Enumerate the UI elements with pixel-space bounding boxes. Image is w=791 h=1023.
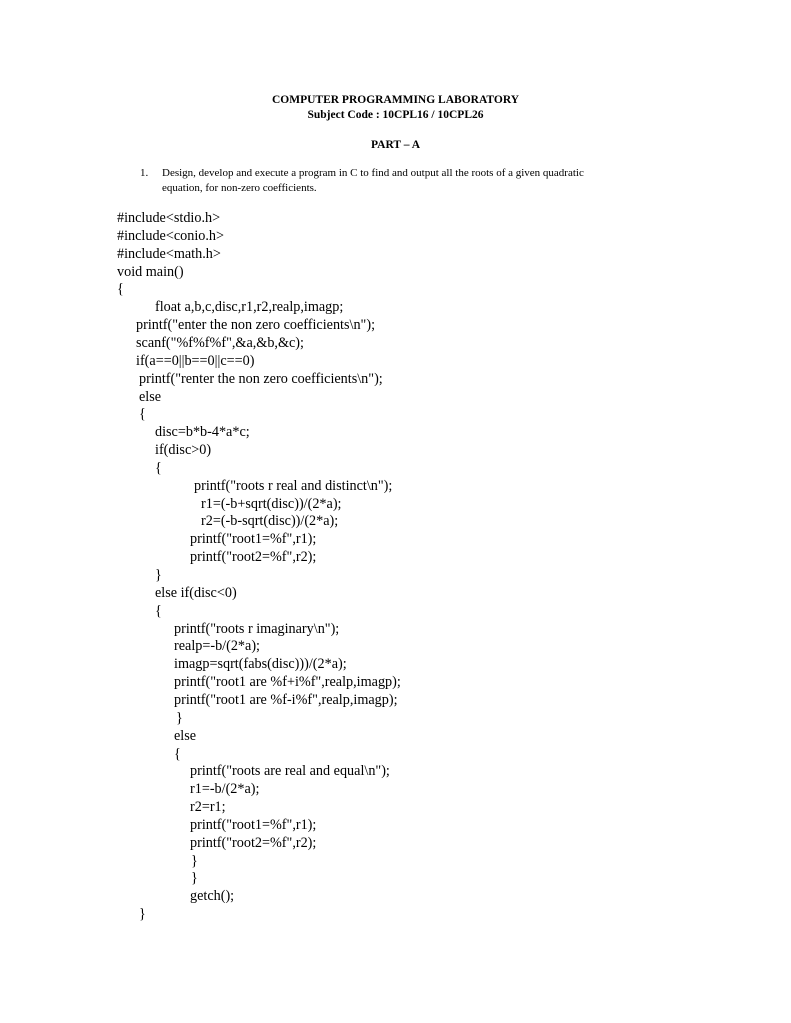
code-line: { (117, 281, 124, 298)
code-line: #include<conio.h> (117, 227, 225, 244)
part-heading: PART – A (370, 139, 420, 151)
code-line: scanf("%f%f%f",&a,&b,&c); (136, 334, 304, 351)
code-line: if(a==0||b==0||c==0) (136, 352, 255, 369)
code-line: imagp=sqrt(fabs(disc)))/(2*a); (174, 656, 347, 673)
code-line: float a,b,c,disc,r1,r2,realp,imagp; (155, 299, 344, 316)
code-line: disc=b*b-4*a*c; (155, 424, 250, 441)
code-line: else (174, 727, 197, 744)
question-text-line: equation, for non-zero coefficients. (162, 182, 317, 194)
question-text (162, 166, 677, 196)
code-line: printf("roots are real and equal\n"); (190, 763, 390, 780)
code-line: r2=(-b-sqrt(disc))/(2*a); (201, 513, 339, 530)
code-line: printf("enter the non zero coefficients\n"); (136, 317, 376, 334)
code-line: #include<math.h> (117, 245, 221, 262)
code-line: { (139, 406, 146, 423)
code-line: printf("root2=%f",r2); (190, 549, 317, 566)
code-line: } (139, 906, 146, 923)
subject-code: Subject Code : 10CPL16 / 10CPL26 (307, 109, 484, 121)
code-line: printf("roots r imaginary\n"); (174, 620, 340, 637)
code-line: { (155, 602, 162, 619)
code-line: printf("renter the non zero coefficients\n"); (139, 370, 383, 387)
code-line: r1=-b/(2*a); (190, 781, 260, 798)
code-line: printf("root1=%f",r1); (190, 816, 317, 833)
code-line: printf("root1=%f",r1); (190, 531, 317, 548)
code-line: realp=-b/(2*a); (174, 638, 260, 655)
code-line: } (155, 567, 162, 583)
code-line: } (176, 709, 183, 726)
code-line: { (174, 745, 181, 762)
code-line: r1=(-b+sqrt(disc))/(2*a); (201, 495, 342, 512)
code-line: #include<stdio.h> (117, 210, 221, 226)
question-text-line: Design, develop and execute a program in C to find and output all the roots of a given quadratic (162, 167, 584, 179)
code-line: void main() (117, 263, 184, 280)
code-line: if(disc>0) (155, 442, 212, 459)
code-line: printf("roots r real and distinct\n"); (194, 477, 393, 494)
code-line: else if(disc<0) (155, 584, 237, 601)
code-line: printf("root2=%f",r2); (190, 834, 317, 851)
document-title: COMPUTER PROGRAMMING LABORATORY (271, 94, 520, 106)
code-line: } (191, 870, 198, 887)
code-line: getch(); (190, 888, 235, 905)
code-line: else (139, 388, 162, 405)
code-line: } (191, 852, 198, 869)
code-line: r2=r1; (190, 799, 226, 816)
code-line: printf("root1 are %f+i%f",realp,imagp); (174, 674, 401, 691)
code-line: { (155, 459, 162, 476)
question-number: 1. (140, 167, 149, 179)
code-line: printf("root1 are %f-i%f",realp,imagp); (174, 691, 398, 708)
